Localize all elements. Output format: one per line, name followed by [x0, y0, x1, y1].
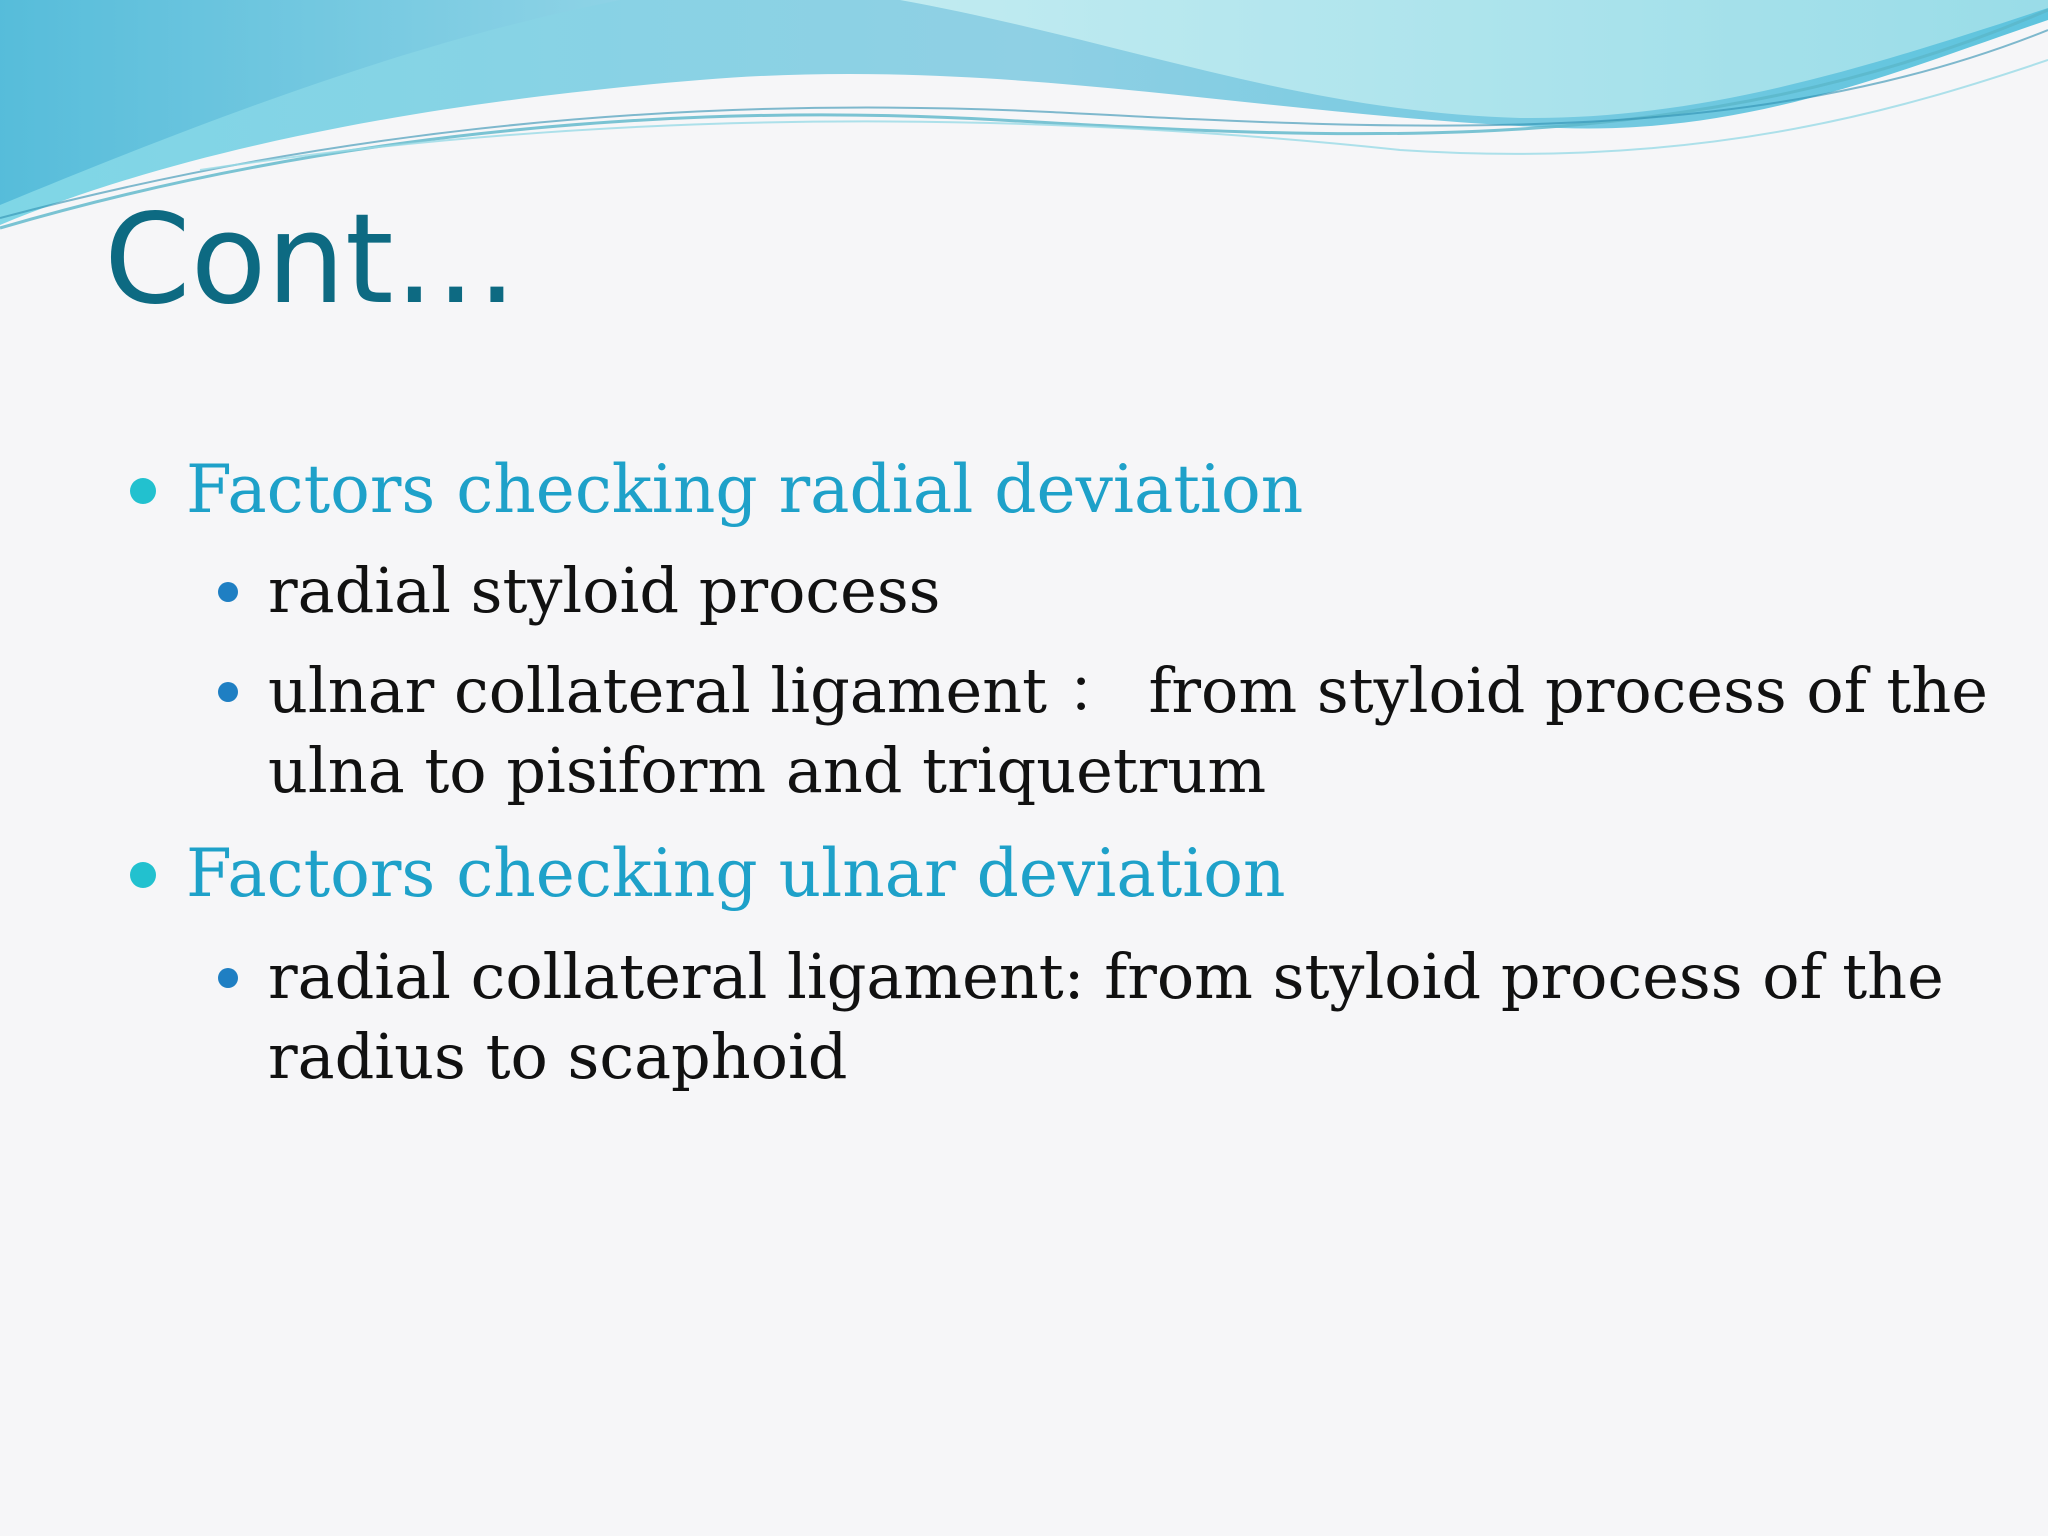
sub-item-ulnar-collateral-line-1: ulnar collateral ligament ： from styloid process of the [268, 654, 1988, 727]
bullet-dot [218, 582, 238, 602]
sub-item-radial-collateral-line-2: radius to scaphoid [268, 1020, 848, 1093]
slide-title: Cont… [104, 188, 518, 332]
bullet-dot [130, 862, 156, 888]
bullet-dot [218, 682, 238, 702]
bullet-heading-radial-deviation: Factors checking radial deviation [186, 451, 1304, 528]
sub-item-radial-styloid-process: radial styloid process [268, 554, 941, 627]
bullet-heading-ulnar-deviation: Factors checking ulnar deviation [186, 835, 1286, 912]
sub-item-radial-collateral-line-1: radial collateral ligament: from styloid process of the [268, 940, 1944, 1013]
sub-item-ulnar-collateral-line-2: ulna to pisiform and triquetrum [268, 734, 1267, 807]
bullet-dot [218, 968, 238, 988]
bullet-dot [130, 478, 156, 504]
